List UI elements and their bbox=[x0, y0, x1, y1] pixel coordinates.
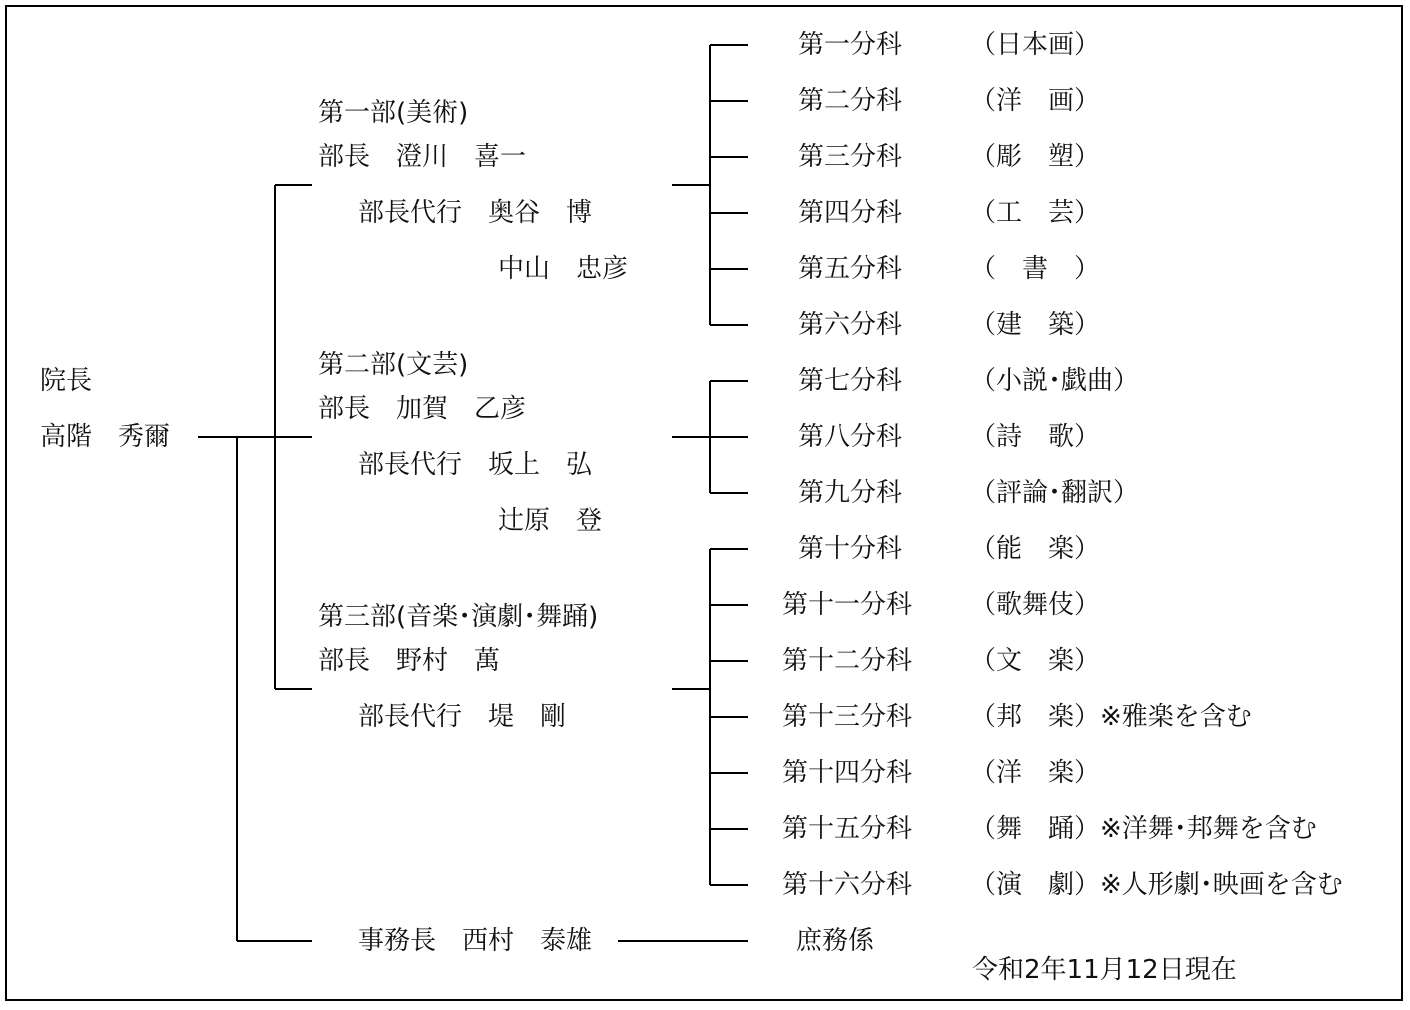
section-name: 第十五分科 bbox=[782, 814, 913, 844]
president-title: 院長 bbox=[40, 366, 93, 396]
section-name: 第七分科 bbox=[798, 366, 903, 396]
section-field: （演 劇）※人形劇･映画を含む bbox=[970, 870, 1343, 900]
president-name: 高階 秀爾 bbox=[40, 422, 171, 452]
section-name: 第十六分科 bbox=[782, 870, 913, 900]
section-name: 第十一分科 bbox=[782, 590, 913, 620]
section-field: （詩 歌） bbox=[970, 422, 1101, 452]
department-3-heading: 第三部(音楽･演劇･舞踊) bbox=[318, 602, 599, 632]
section-name: 第五分科 bbox=[798, 254, 903, 284]
department-2-head: 部長 加賀 乙彦 bbox=[318, 394, 527, 424]
department-1-head: 部長 澄川 喜一 bbox=[318, 142, 527, 172]
section-name: 第十二分科 bbox=[782, 646, 913, 676]
section-field: （彫 塑） bbox=[970, 142, 1101, 172]
section-field: （能 楽） bbox=[970, 534, 1101, 564]
section-name: 第十三分科 bbox=[782, 702, 913, 732]
section-name: 第二分科 bbox=[798, 86, 903, 116]
section-name: 第九分科 bbox=[798, 478, 903, 508]
secretariat-unit: 庶務係 bbox=[796, 926, 875, 956]
department-1-deputy-1: 部長代行 奥谷 博 bbox=[358, 198, 593, 228]
section-field: （評論･翻訳） bbox=[970, 478, 1140, 508]
section-field: （日本画） bbox=[970, 30, 1101, 60]
section-field: （建 築） bbox=[970, 310, 1101, 340]
secretariat-head: 事務長 西村 泰雄 bbox=[358, 926, 593, 956]
section-field: （ 書 ） bbox=[970, 254, 1101, 284]
section-field: （工 芸） bbox=[970, 198, 1101, 228]
section-field: （小説･戯曲） bbox=[970, 366, 1140, 396]
department-2-deputy-2: 辻原 登 bbox=[498, 506, 603, 536]
section-field: （邦 楽）※雅楽を含む bbox=[970, 702, 1252, 732]
as-of-date: 令和2年11月12日現在 bbox=[972, 955, 1237, 985]
department-2-heading: 第二部(文芸) bbox=[318, 350, 469, 380]
section-field: （文 楽） bbox=[970, 646, 1101, 676]
section-field: （洋 楽） bbox=[970, 758, 1101, 788]
department-2-deputy-1: 部長代行 坂上 弘 bbox=[358, 450, 593, 480]
section-name: 第一分科 bbox=[798, 30, 903, 60]
section-name: 第四分科 bbox=[798, 198, 903, 228]
section-name: 第十四分科 bbox=[782, 758, 913, 788]
section-field: （歌舞伎） bbox=[970, 590, 1101, 620]
department-1-heading: 第一部(美術) bbox=[318, 98, 469, 128]
section-name: 第八分科 bbox=[798, 422, 903, 452]
section-field: （洋 画） bbox=[970, 86, 1101, 116]
section-name: 第三分科 bbox=[798, 142, 903, 172]
section-name: 第六分科 bbox=[798, 310, 903, 340]
section-field: （舞 踊）※洋舞･邦舞を含む bbox=[970, 814, 1317, 844]
department-3-deputy-1: 部長代行 堤 剛 bbox=[358, 702, 567, 732]
department-1-deputy-2: 中山 忠彦 bbox=[498, 254, 629, 284]
department-3-head: 部長 野村 萬 bbox=[318, 646, 501, 676]
section-name: 第十分科 bbox=[798, 534, 903, 564]
